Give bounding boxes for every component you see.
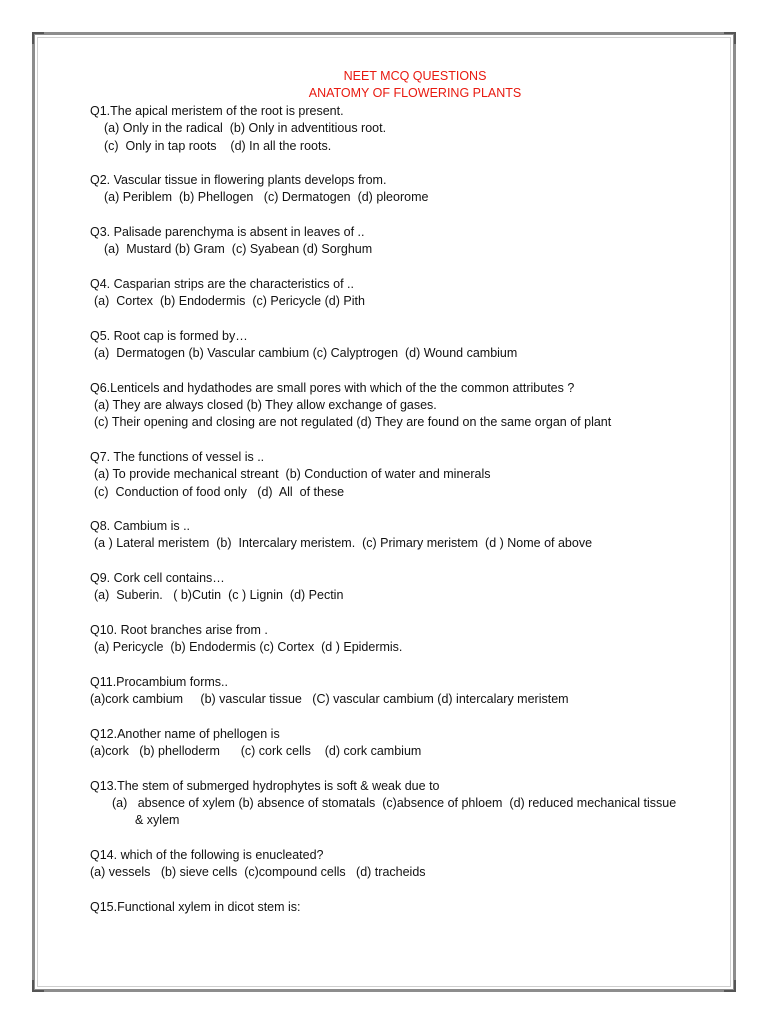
question-stem: Q6.Lenticels and hydathodes are small pores with which of the the common attributes ? bbox=[90, 380, 575, 395]
options-line: (c) Only in tap roots (d) In all the roots. bbox=[104, 138, 332, 153]
question-stem: Q1.The apical meristem of the root is present. bbox=[90, 104, 344, 118]
question-4 bbox=[90, 276, 690, 311]
question-stem: Q11.Procambium forms.. bbox=[90, 674, 229, 689]
options-line: (a) Dermatogen (b) Vascular cambium (c) Calyptrogen (d) Wound cambium bbox=[94, 346, 518, 361]
options-line: (a)cork cambium (b) vascular tissue (C) vascular cambium (d) intercalary meristem bbox=[90, 692, 569, 707]
question-stem: Q5. Root cap is formed by… bbox=[90, 328, 248, 343]
options-line: (a) Pericycle (b) Endodermis (c) Cortex (d ) Epidermis. bbox=[94, 640, 403, 655]
options-line: (a) absence of xylem (b) absence of stomatals (c)absence of phloem (d) reduced mechanical tissue bbox=[112, 795, 677, 810]
corner-mark-top-left bbox=[32, 32, 44, 44]
options-line: (a) Mustard (b) Gram (c) Syabean (d) Sorghum bbox=[104, 242, 373, 257]
question-12 bbox=[90, 726, 690, 761]
document-body bbox=[90, 68, 690, 933]
corner-mark-bottom-left bbox=[32, 980, 44, 992]
options-line: (a) To provide mechanical streant (b) Conduction of water and minerals bbox=[94, 467, 491, 482]
question-stem: Q10. Root branches arise from . bbox=[90, 622, 268, 637]
options-line: (a) Suberin. ( b)Cutin (c ) Lignin (d) Pectin bbox=[94, 588, 344, 603]
question-14 bbox=[90, 847, 690, 882]
question-5 bbox=[90, 328, 690, 363]
question-stem: Q3. Palisade parenchyma is absent in leaves of .. bbox=[90, 225, 365, 240]
options-line: (a) vessels (b) sieve cells (c)compound cells (d) tracheids bbox=[90, 865, 426, 880]
question-15 bbox=[90, 899, 690, 916]
question-stem: Q4. Casparian strips are the characteristics of .. bbox=[90, 276, 354, 291]
question-stem: Q2. Vascular tissue in flowering plants develops from. bbox=[90, 173, 387, 188]
question-stem: Q7. The functions of vessel is .. bbox=[90, 449, 265, 464]
options-line: (a) Only in the radical (b) Only in adventitious root. bbox=[104, 121, 387, 136]
corner-mark-bottom-right bbox=[724, 980, 736, 992]
question-stem: Q12.Another name of phellogen is bbox=[90, 726, 280, 741]
options-line: (a) They are always closed (b) They allow exchange of gases. bbox=[94, 398, 437, 413]
question-stem: Q15.Functional xylem in dicot stem is: bbox=[90, 899, 301, 914]
options-line: & xylem bbox=[135, 813, 180, 828]
question-2 bbox=[90, 172, 690, 207]
heading-line-1: NEET MCQ QUESTIONS bbox=[343, 69, 487, 83]
question-9 bbox=[90, 570, 690, 605]
question-stem: Q9. Cork cell contains… bbox=[90, 571, 225, 586]
question-6 bbox=[90, 380, 690, 432]
options-line: (a) Cortex (b) Endodermis (c) Pericycle (d) Pith bbox=[94, 294, 365, 309]
options-line: (c) Conduction of food only (d) All of these bbox=[94, 484, 345, 499]
heading-line-2: ANATOMY OF FLOWERING PLANTS bbox=[308, 86, 522, 100]
question-11 bbox=[90, 674, 690, 709]
question-stem: Q8. Cambium is .. bbox=[90, 519, 191, 534]
document-heading bbox=[140, 68, 690, 102]
question-7 bbox=[90, 449, 690, 501]
options-line: (c) Their opening and closing are not regulated (d) They are found on the same organ of plant bbox=[94, 415, 612, 430]
question-stem: Q14. which of the following is enucleated? bbox=[90, 847, 324, 862]
options-line: (a) Periblem (b) Phellogen (c) Dermatogen (d) pleorome bbox=[104, 190, 429, 205]
question-1 bbox=[90, 103, 690, 155]
options-line: (a)cork (b) phelloderm (c) cork cells (d) cork cambium bbox=[90, 743, 422, 758]
question-list bbox=[90, 103, 690, 916]
options-line: (a ) Lateral meristem (b) Intercalary meristem. (c) Primary meristem (d ) Nome of above bbox=[94, 536, 593, 551]
question-3 bbox=[90, 224, 690, 259]
question-10 bbox=[90, 622, 690, 657]
corner-mark-top-right bbox=[724, 32, 736, 44]
question-8 bbox=[90, 518, 690, 553]
question-stem: Q13.The stem of submerged hydrophytes is soft & weak due to bbox=[90, 778, 440, 793]
question-13 bbox=[90, 778, 690, 830]
